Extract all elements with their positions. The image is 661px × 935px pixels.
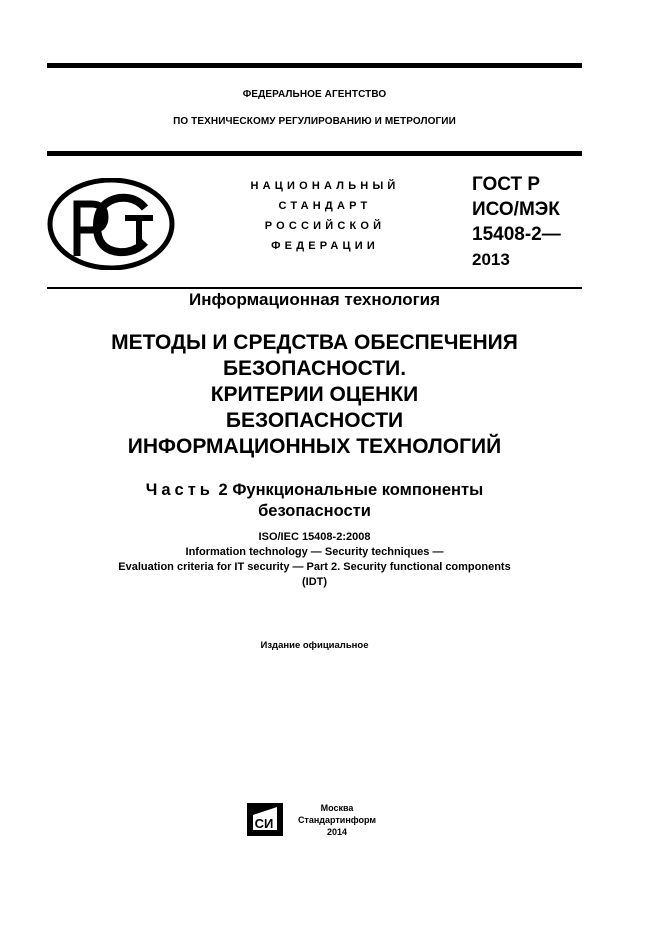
top-rule bbox=[47, 63, 582, 68]
header-bottom-rule bbox=[47, 287, 582, 289]
iso-line-3: Evaluation criteria for IT security — Part 2. Security functional components bbox=[118, 561, 511, 573]
iso-line-1: ISO/IEC 15408-2:2008 bbox=[258, 531, 371, 543]
svg-text:СИ: СИ bbox=[254, 816, 274, 831]
iso-reference bbox=[47, 530, 582, 590]
title-line-3: КРИТЕРИИ ОЦЕНКИ bbox=[210, 383, 419, 406]
title-line-2: БЕЗОПАСНОСТИ. bbox=[222, 357, 407, 380]
designation-line-3: 15408-2— bbox=[472, 224, 561, 245]
publisher-info bbox=[290, 802, 384, 838]
document-title bbox=[47, 330, 582, 460]
part-name-line-1: Функциональные компоненты bbox=[232, 481, 484, 499]
national-standard-line-4: ФЕДЕРАЦИИ bbox=[271, 240, 379, 252]
part-label: Часть bbox=[145, 481, 214, 499]
national-standard-line-3: РОССИЙСКОЙ bbox=[264, 220, 386, 232]
subject-heading: Информационная технология bbox=[188, 290, 441, 309]
rst-logo-icon bbox=[47, 178, 175, 270]
publisher-city: Москва bbox=[320, 803, 354, 813]
standartinform-logo-icon bbox=[247, 803, 283, 836]
national-standard-label bbox=[225, 176, 425, 256]
publisher-year: 2014 bbox=[326, 827, 348, 837]
agency-line-1: ФЕДЕРАЛЬНОЕ АГЕНТСТВО bbox=[242, 89, 387, 100]
publisher-name: Стандартинформ bbox=[297, 815, 377, 825]
standard-designation bbox=[472, 172, 592, 272]
edition-label: Издание официальное bbox=[260, 640, 369, 651]
designation-year: 2013 bbox=[472, 250, 510, 269]
iso-line-4: (IDT) bbox=[301, 576, 328, 588]
agency-line-2: ПО ТЕХНИЧЕСКОМУ РЕГУЛИРОВАНИЮ И МЕТРОЛОГИИ bbox=[173, 116, 456, 127]
designation-line-1: ГОСТ Р bbox=[472, 174, 541, 195]
designation-line-2: ИСО/МЭК bbox=[472, 199, 560, 220]
part-heading bbox=[47, 480, 582, 522]
title-line-1: МЕТОДЫ И СРЕДСТВА ОБЕСПЕЧЕНИЯ bbox=[111, 331, 518, 354]
part-number: 2 bbox=[218, 481, 228, 499]
title-line-4: БЕЗОПАСНОСТИ bbox=[225, 409, 404, 432]
national-standard-line-2: СТАНДАРТ bbox=[278, 200, 372, 212]
title-line-5: ИНФОРМАЦИОННЫХ ТЕХНОЛОГИЙ bbox=[127, 435, 502, 458]
agency-bottom-rule bbox=[47, 151, 582, 156]
iso-line-2: Information technology — Security techniques — bbox=[185, 546, 444, 558]
part-name-line-2: безопасности bbox=[258, 502, 371, 520]
national-standard-line-1: НАЦИОНАЛЬНЫЙ bbox=[250, 180, 400, 192]
